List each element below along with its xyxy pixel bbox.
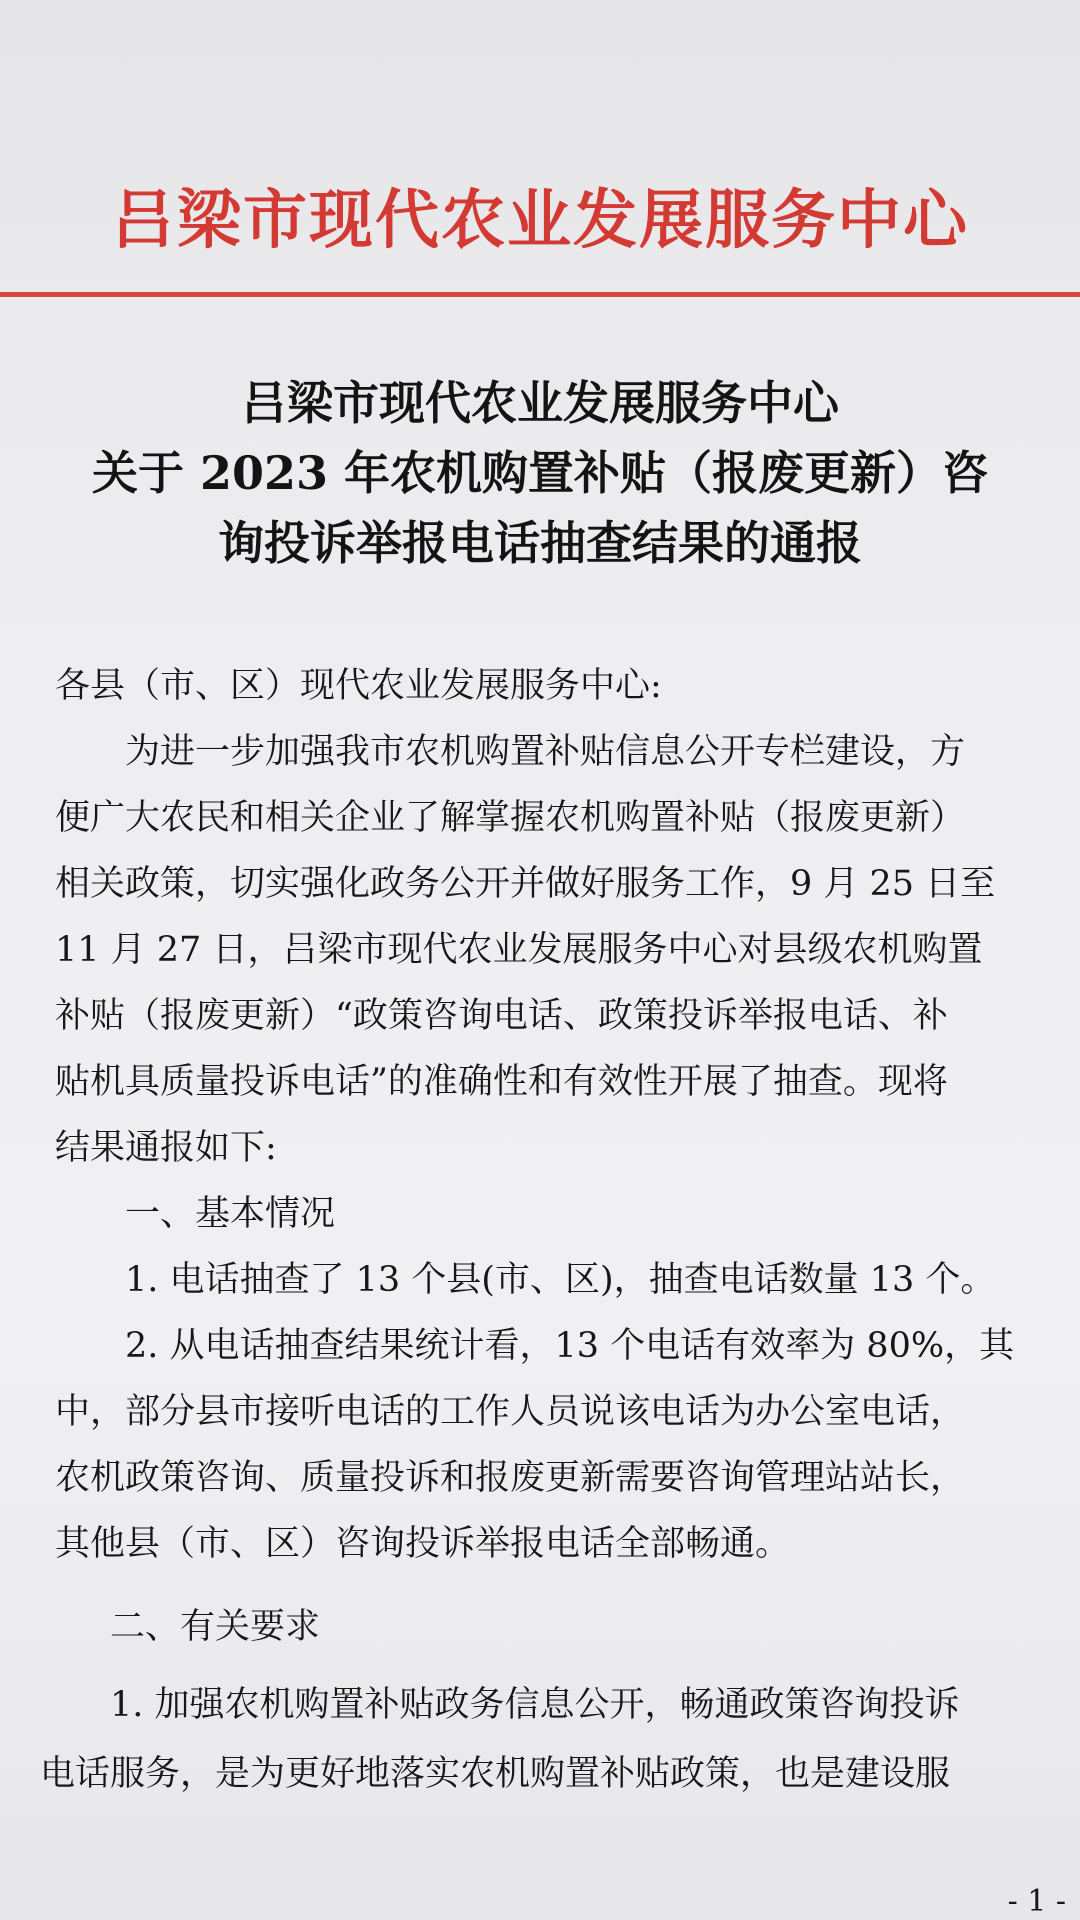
intro-line-5: 补贴（报废更新）“政策咨询电话、政策投诉举报电话、补 bbox=[55, 996, 948, 1036]
section-1-item-2-line-3: 农机政策咨询、质量投诉和报废更新需要咨询管理站站长， bbox=[55, 1458, 966, 1498]
section-1-item-2-line-2: 中，部分县市接听电话的工作人员说该电话为办公室电话， bbox=[55, 1392, 966, 1432]
page-number: - 1 - bbox=[1007, 1884, 1066, 1919]
intro-line-3: 相关政策，切实强化政务公开并做好服务工作，9 月 25 日至 bbox=[55, 864, 996, 904]
section-1-item-1: 1. 电话抽查了 13 个县(市、区)，抽查电话数量 13 个。 bbox=[125, 1260, 996, 1300]
document-title-line-1: 吕梁市现代农业发展服务中心 bbox=[241, 376, 839, 430]
document-title-line-3: 询投诉举报电话抽查结果的通报 bbox=[218, 516, 862, 570]
section-1-item-2-line-1: 2. 从电话抽查结果统计看，13 个电话有效率为 80%，其 bbox=[125, 1326, 1015, 1366]
section-2-item-1-line-2: 电话服务，是为更好地落实农机购置补贴政策，也是建设服 bbox=[40, 1754, 951, 1794]
letterhead-red-rule bbox=[0, 292, 1080, 297]
section-1-item-2-line-4: 其他县（市、区）咨询投诉举报电话全部畅通。 bbox=[55, 1524, 791, 1564]
letterhead-title: 吕梁市现代农业发展服务中心 bbox=[111, 183, 969, 258]
document-title-line-2: 关于 2023 年农机购置补贴（报废更新）咨 bbox=[91, 446, 989, 500]
intro-line-6: 贴机具质量投诉电话”的准确性和有效性开展了抽查。现将 bbox=[55, 1062, 948, 1102]
section-2-heading: 二、有关要求 bbox=[110, 1607, 321, 1647]
section-1-heading: 一、基本情况 bbox=[125, 1194, 336, 1234]
section-2-item-1-line-1: 1. 加强农机购置补贴政务信息公开，畅通政策咨询投诉 bbox=[110, 1685, 960, 1725]
intro-line-1: 为进一步加强我市农机购置补贴信息公开专栏建设，方 bbox=[125, 732, 966, 772]
intro-line-2: 便广大农民和相关企业了解掌握农机购置补贴（报废更新） bbox=[55, 798, 966, 838]
salutation: 各县（市、区）现代农业发展服务中心: bbox=[55, 666, 662, 706]
intro-line-4: 11 月 27 日，吕梁市现代农业发展服务中心对县级农机购置 bbox=[55, 930, 983, 970]
intro-line-7: 结果通报如下: bbox=[55, 1128, 277, 1168]
document-title bbox=[40, 368, 1040, 578]
